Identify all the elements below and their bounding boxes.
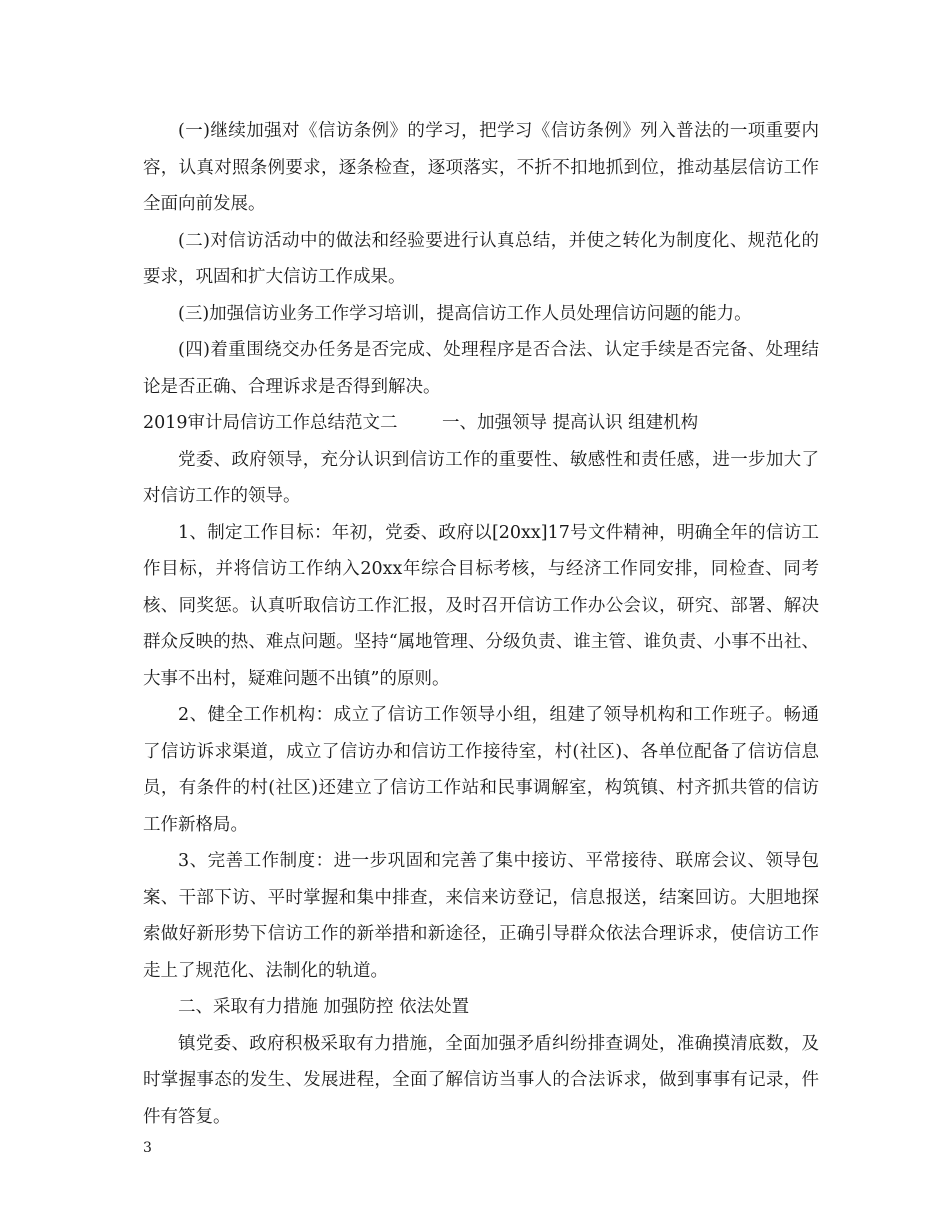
- section-heading: 2019审计局信访工作总结范文二 一、加强领导 提高认识 组建机构: [143, 413, 699, 433]
- paragraph: (二)对信访活动中的做法和经验要进行认真总结，并使之转化为制度化、规范化的要求，巩固和扩大信访工作成果。: [143, 230, 819, 287]
- paragraph: (一)继续加强对《信访条例》的学习，把学习《信访条例》列入普法的一项重要内容，认真对照条例要求，逐条检查，逐项落实，不折不扣地抓到位，推动基层信访工作全面向前发展。: [143, 121, 819, 214]
- page-number: 3: [143, 1140, 152, 1156]
- paragraph: 镇党委、政府积极采取有力措施，全面加强矛盾纠纷排查调处，准确摸清底数，及时掌握事态的发生、发展进程，全面了解信访当事人的合法诉求，做到事事有记录，件件有答复。: [143, 1033, 819, 1127]
- paragraph: 2、健全工作机构：成立了信访工作领导小组，组建了领导机构和工作班子。畅通了信访诉求渠道，成立了信访办和信访工作接待室，村(社区)、各单位配备了信访信息员，有条件的村(社区)还建立了信访工作站和民事调解室，构筑镇、村齐抓共管的信访工作新格局。: [143, 705, 819, 835]
- paragraph: (四)着重围绕交办任务是否完成、处理程序是否合法、认定手续是否完备、处理结论是否正确、合理诉求是否得到解决。: [143, 340, 819, 397]
- subheading: 二、采取有力措施 加强防控 依法处置: [178, 997, 470, 1017]
- paragraph: (三)加强信访业务工作学习培训，提高信访工作人员处理信访问题的能力。: [178, 303, 752, 324]
- document-page: [143, 113, 819, 1135]
- paragraph: 3、完善工作制度：进一步巩固和完善了集中接访、平常接待、联席会议、领导包案、干部下访、平时掌握和集中排查，来信来访登记，信息报送，结案回访。大胆地探索做好新形势下信访工作的新举措和新途径，正确引导群众依法合理诉求，使信访工作走上了规范化、法制化的轨道。: [143, 851, 819, 981]
- paragraph: 党委、政府领导，充分认识到信访工作的重要性、敏感性和责任感，进一步加大了对信访工作的领导。: [143, 449, 819, 506]
- paragraph: 1、制定工作目标：年初，党委、政府以[20xx]17号文件精神，明确全年的信访工作目标，并将信访工作纳入20xx年综合目标考核，与经济工作同安排，同检查、同考核、同奖惩。认真听取信访工作汇报，及时召开信访工作办公会议，研究、部署、解决群众反映的热、难点问题。坚持“属地管理、分级负责、谁主管、谁负责、小事不出社、大事不出村，疑难问题不出镇”的原则。: [143, 522, 819, 689]
